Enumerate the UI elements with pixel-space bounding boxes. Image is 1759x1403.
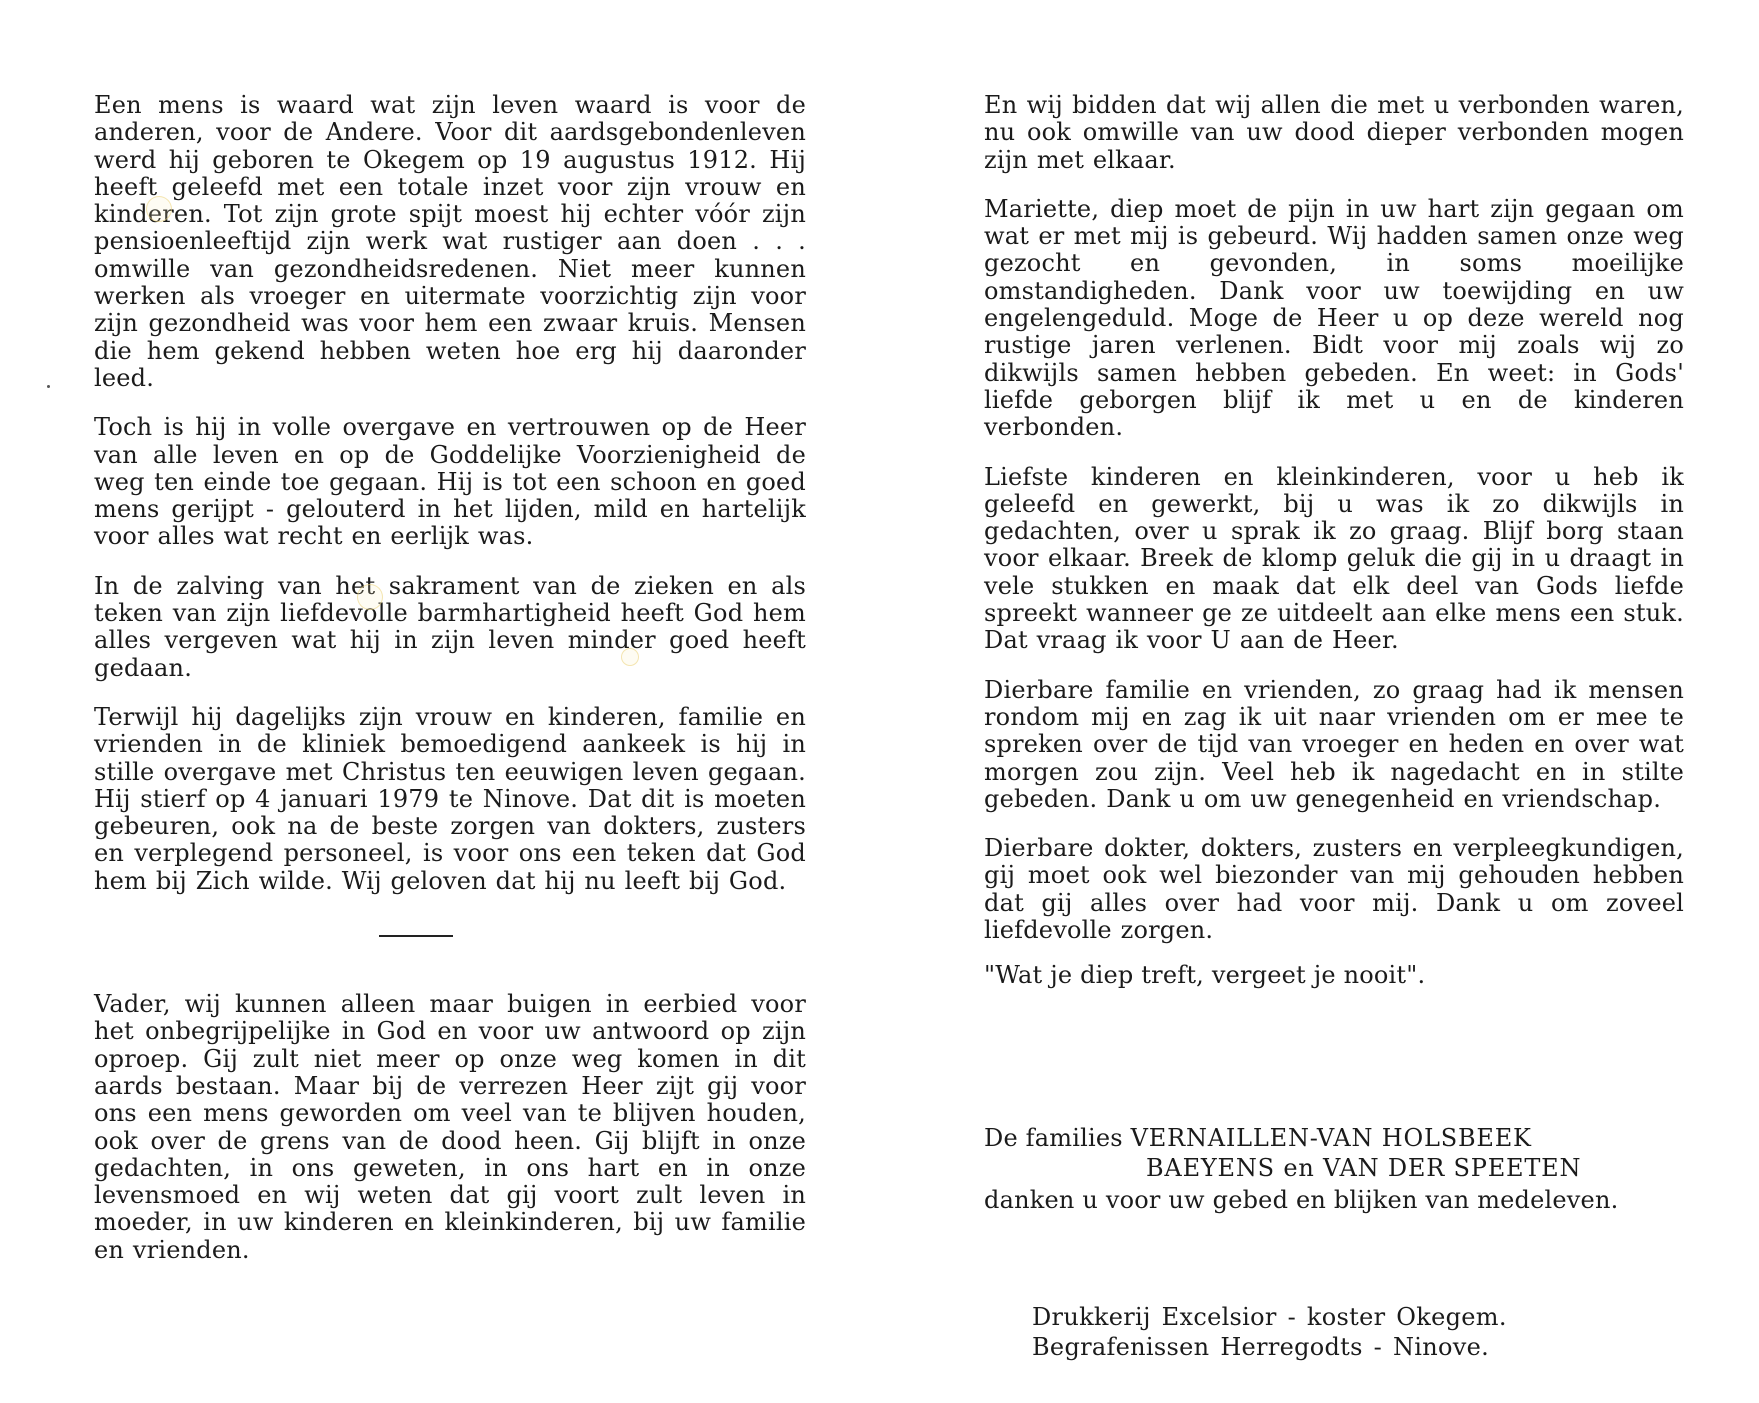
printer-line-2: Begrafenissen Herregodts - Ninove. — [1032, 1333, 1490, 1361]
families-names-2: BAEYENS en VAN DER SPEETEN — [1146, 1154, 1582, 1182]
families-names-1: VERNAILLEN-VAN HOLSBEEK — [1130, 1124, 1532, 1152]
families-line-2 — [984, 1153, 1684, 1183]
left-column — [94, 92, 806, 1286]
paragraph-children: Liefste kinderen en kleinkinderen, voor u heb ik geleefd en gewerkt, bij u was ik zo dikwijls in gedachten, over u sprak ik zo graag. Blijf borg staan voor elkaar. Breek de klomp geluk die gij in u draagt in vele stukken en maak dat elk deel van Gods liefde spreekt wanneer ge ze uitdeelt aan elke mens een stuk. Dat vraag ik voor U aan de Heer. — [984, 462, 1684, 655]
paragraph-father: Vader, wij kunnen alleen maar buigen in eerbied voor het onbegrijpelijke in God en voor uw antwoord op zijn oproep. Gij zult niet meer op onze weg komen in dit aards bestaan. Maar bij de verrezen Heer zijt gij voor ons een mens geworden om veel van te blijven houden, ook over de grens van de dood heen. Gij blijft in onze gedachten, in ons geweten, in ons hart en in onze levensmoed en wij weten dat gij voort zult leven in moeder, in uw kinderen en kleinkinderen, bij uw familie en vrienden. — [94, 990, 806, 1264]
printer-credits — [1032, 1302, 1507, 1362]
paragraph-life-intro: Een mens is waard wat zijn leven waard is voor de anderen, voor de Andere. Voor dit aardsgebondenleven werd hij geboren te Okegem op 19 augustus 1912. Hij heeft geleefd met een totale inzet voor zijn vrouw en kinderen. Tot zijn grote spijt moest hij echter vóór zijn pensioenleeftijd zijn werk wat rustiger aan doen . . . omwille van gezondheidsredenen. Niet meer kunnen werken als vroeger en uitermate voorzichtig zijn voor zijn gezondheid was voor hem een zwaar kruis. Mensen die hem gekend hebben weten hoe erg hij daaronder leed. — [94, 91, 806, 392]
paper-stain — [621, 648, 639, 666]
families-thanks-block — [984, 1123, 1684, 1214]
paper-stain — [357, 584, 383, 610]
paper-speck — [47, 385, 50, 388]
paragraph-faith: Toch is hij in volle overgave en vertrouwen op de Heer van alle leven en op de Goddelijke Voorzienigheid de weg ten einde toe gegaan. Hij is tot een schoon en goed mens gerijpt - gelouterd in het lijden, mild en hartelijk voor alles wat recht en eerlijk was. — [94, 413, 806, 551]
paragraph-doctors: Dierbare dokter, dokters, zusters en verpleegkundigen, gij moet ook wel biezonder van mij gehouden hebben dat gij alles over had voor mij. Dank u om zoveel liefdevolle zorgen. — [984, 834, 1684, 945]
printer-line-1: Drukkerij Excelsior - koster Okegem. — [1032, 1303, 1507, 1331]
families-prefix: De families — [984, 1124, 1123, 1152]
paragraph-mariette: Mariette, diep moet de pijn in uw hart zijn gegaan om wat er met mij is gebeurd. Wij hadden samen onze weg gezocht en gevonden, in soms moeilijke omstandigheden. Dank voor uw toewijding en uw engelengeduld. Moge de Heer u op deze wereld nog rustige jaren verlenen. Bidt voor mij zoals wij zo dikwijls samen hebben gebeden. En weet: in Gods' liefde geborgen blijf ik met u en de kinderen verbonden. — [984, 194, 1684, 442]
paragraph-passing: Terwijl hij dagelijks zijn vrouw en kinderen, familie en vrienden in de kliniek bemoedigend aankeek is hij in stille overgave met Christus ten eeuwigen leven gegaan. Hij stierf op 4 januari 1979 te Ninove. Dat dit is moeten gebeuren, ook na de beste zorgen van dokters, zusters en verplegend personeel, is voor ons een teken dat God hem bij Zich wilde. Wij geloven dat hij nu leeft bij God. — [94, 702, 806, 895]
paper-stain — [146, 196, 172, 222]
closing-quote: "Wat je diep treft, vergeet je nooit". — [984, 961, 1426, 990]
section-divider — [379, 935, 453, 937]
paragraph-sacrament: In de zalving van het sakrament van de zieken en als teken van zijn liefdevolle barmhartigheid heeft God hem alles vergeven wat hij in zijn leven minder goed heeft gedaan. — [94, 571, 806, 682]
paragraph-family-friends: Dierbare familie en vrienden, zo graag had ik mensen rondom mij en zag ik uit naar vrienden om er mee te spreken over de tijd van vroeger en heden en over wat morgen zou zijn. Veel heb ik nagedacht en in stilte gebeden. Dank u om uw genegenheid en vriendschap. — [984, 675, 1684, 813]
families-thanks-text: danken u voor uw gebed en blijken van medeleven. — [984, 1186, 1619, 1214]
right-column — [984, 92, 1684, 989]
paragraph-prayer: En wij bidden dat wij allen die met u verbonden waren, nu ook omwille van uw dood dieper verbonden mogen zijn met elkaar. — [984, 91, 1684, 174]
families-line-1 — [984, 1123, 1684, 1153]
